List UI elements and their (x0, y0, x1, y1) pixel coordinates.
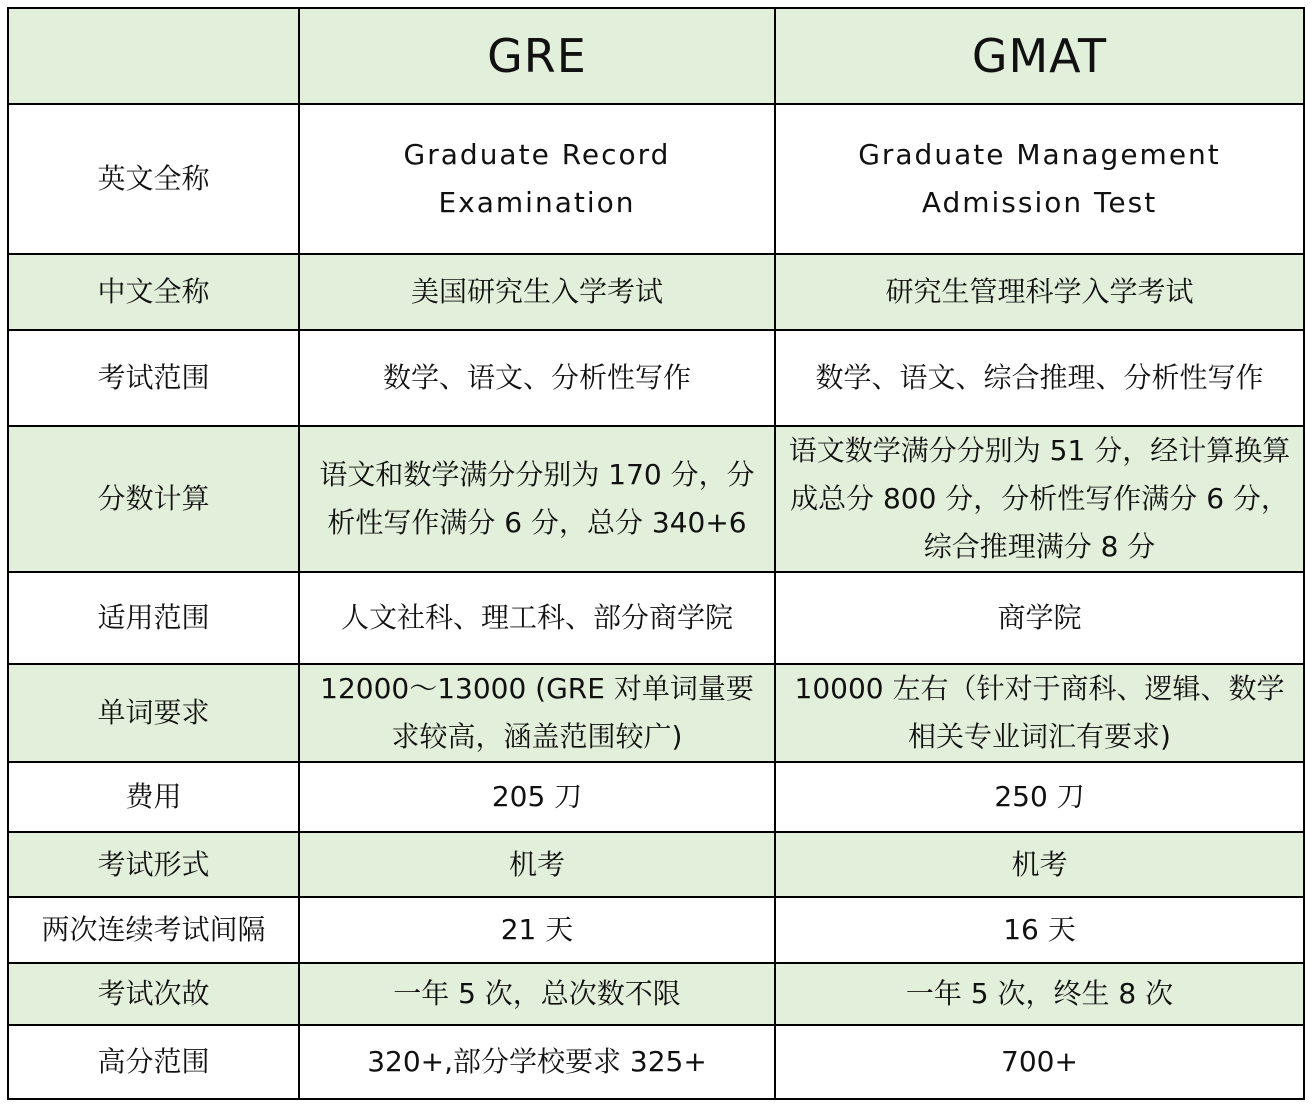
cell-gmat: 机考 (775, 832, 1304, 897)
cell-gmat: 250 刀 (775, 762, 1304, 832)
row-label: 适用范围 (8, 572, 299, 664)
cell-gmat: 700+ (775, 1025, 1304, 1099)
table-row-english-name (8, 104, 1304, 254)
table-row-fee (8, 762, 1304, 832)
cell-gre: 12000～13000 (GRE 对单词量要求较高，涵盖范围较广) (299, 664, 775, 762)
table-row-applicable-scope (8, 572, 1304, 664)
cell-gmat: 研究生管理科学入学考试 (775, 254, 1304, 330)
row-label: 考试形式 (8, 832, 299, 897)
cell-gre: 一年 5 次，总次数不限 (299, 963, 775, 1025)
cell-gre: Graduate Record Examination (299, 104, 775, 254)
table-row-score-calculation (8, 426, 1304, 572)
cell-gmat: 语文数学满分分别为 51 分，经计算换算成总分 800 分，分析性写作满分 6 分，综合推理满分 8 分 (775, 426, 1304, 572)
row-label: 考试范围 (8, 330, 299, 426)
table-row-retake-interval (8, 897, 1304, 963)
row-label: 中文全称 (8, 254, 299, 330)
cell-gre: 数学、语文、分析性写作 (299, 330, 775, 426)
cell-gre: 205 刀 (299, 762, 775, 832)
table-row-exam-format (8, 832, 1304, 897)
row-label: 费用 (8, 762, 299, 832)
cell-gmat: Graduate Management Admission Test (775, 104, 1304, 254)
cell-gre: 美国研究生入学考试 (299, 254, 775, 330)
cell-gmat: 商学院 (775, 572, 1304, 664)
table-row-chinese-name (8, 254, 1304, 330)
table-row-exam-attempts (8, 963, 1304, 1025)
cell-gmat: 数学、语文、综合推理、分析性写作 (775, 330, 1304, 426)
cell-gmat: 一年 5 次，终生 8 次 (775, 963, 1304, 1025)
row-label: 英文全称 (8, 104, 299, 254)
header-corner-cell (8, 8, 299, 104)
comparison-table-wrapper (7, 7, 1303, 1100)
table-header-row (8, 8, 1304, 104)
cell-gre: 21 天 (299, 897, 775, 963)
cell-gmat: 10000 左右（针对于商科、逻辑、数学相关专业词汇有要求) (775, 664, 1304, 762)
cell-gre: 320+,部分学校要求 325+ (299, 1025, 775, 1099)
header-gre: GRE (299, 8, 775, 104)
table-row-high-score-range (8, 1025, 1304, 1099)
gre-gmat-comparison-table (7, 7, 1305, 1100)
row-label: 单词要求 (8, 664, 299, 762)
table-row-vocabulary (8, 664, 1304, 762)
cell-gre: 机考 (299, 832, 775, 897)
cell-gre: 语文和数学满分分别为 170 分，分析性写作满分 6 分，总分 340+6 (299, 426, 775, 572)
row-label: 考试次故 (8, 963, 299, 1025)
row-label: 分数计算 (8, 426, 299, 572)
cell-gmat: 16 天 (775, 897, 1304, 963)
row-label: 两次连续考试间隔 (8, 897, 299, 963)
header-gmat: GMAT (775, 8, 1304, 104)
row-label: 高分范围 (8, 1025, 299, 1099)
cell-gre: 人文社科、理工科、部分商学院 (299, 572, 775, 664)
table-row-exam-scope (8, 330, 1304, 426)
